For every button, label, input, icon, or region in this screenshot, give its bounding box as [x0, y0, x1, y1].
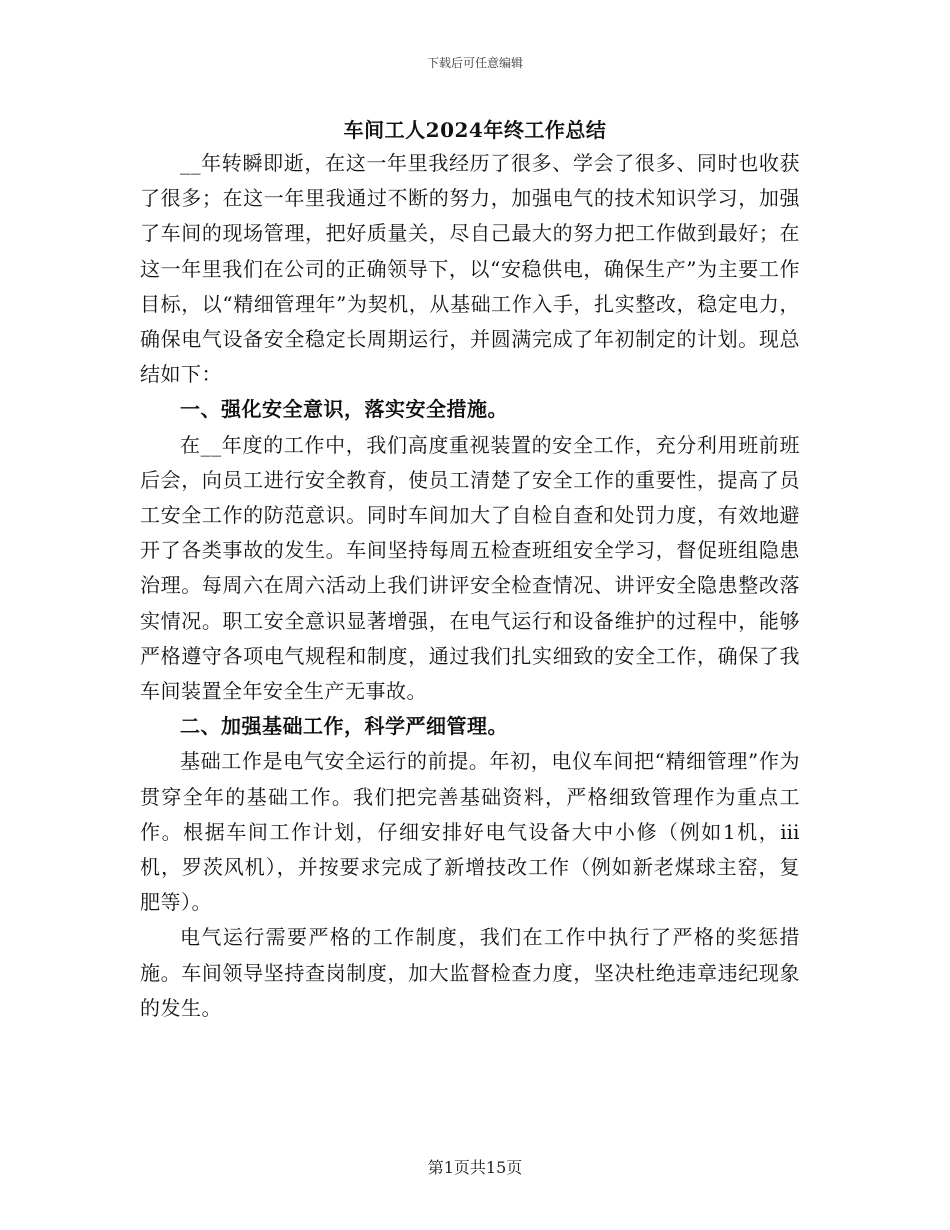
page-number: 第1页共15页 — [427, 1158, 523, 1177]
section-heading-safety: 一、强化安全意识，落实安全措施。 — [180, 397, 508, 422]
paragraph-intro: __年转瞬即逝，在这一年里我经历了很多、学会了很多、同时也收获了很多；在这一年里我通过不断的努力，加强电气的技术知识学习，加强了车间的现场管理，把好质量关，尽自己最大的努力把工作做到最好；在这一年里我们在公司的正确领导下，以“安稳供电，确保生产”为主要工作目标，以“精细管理年”为契机，从基础工作入手，扎实整改，稳定电力，确保电气设备安全稳定长周期运行，并圆满完成了年初制定的计划。现总结如下： — [140, 151, 800, 387]
paragraph-safety: 在__年度的工作中，我们高度重视装置的安全工作，充分利用班前班后会，向员工进行安全教育，使员工清楚了安全工作的重要性，提高了员工安全工作的防范意识。同时车间加大了自检自查和处罚力度，有效地避开了各类事故的发生。车间坚持每周五检查班组安全学习，督促班组隐患治理。每周六在周六活动上我们讲评安全检查情况、讲评安全隐患整改落实情况。职工安全意识显著增强，在电气运行和设备维护的过程中，能够严格遵守各项电气规程和制度，通过我们扎实细致的安全工作，确保了我车间装置全年安全生产无事故。 — [140, 432, 800, 704]
section-heading-foundation: 二、加强基础工作，科学严细管理。 — [180, 714, 508, 739]
header-note: 下载后可任意编辑 — [426, 56, 523, 70]
paragraph-foundation: 基础工作是电气安全运行的前提。年初，电仪车间把“精细管理”作为贯穿全年的基础工作。我们把完善基础资料，严格细致管理作为重点工作。根据车间工作计划，仔细安排好电气设备大中小修（例如1机，ⅲ机，罗茨风机），并按要求完成了新增技改工作（例如新老煤球主窑，复肥等）。 — [140, 749, 800, 915]
paragraph-discipline: 电气运行需要严格的工作制度，我们在工作中执行了严格的奖惩措施。车间领导坚持查岗制度，加大监督检查力度，坚决杜绝违章违纪现象的发生。 — [140, 925, 800, 1020]
document-body — [140, 146, 800, 1026]
document-title: 车间工人2024年终工作总结 — [343, 118, 607, 142]
